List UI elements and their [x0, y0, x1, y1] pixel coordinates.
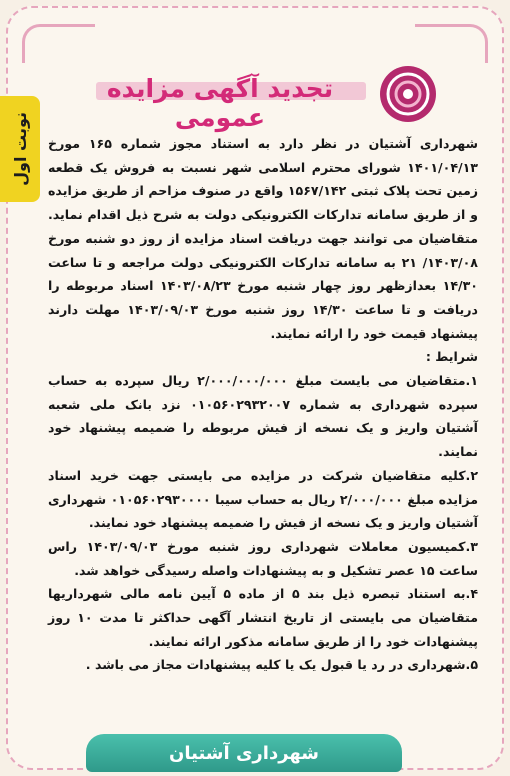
- ad-title: تجدید آگهی مزایده عمومی: [106, 74, 334, 132]
- footer-org-name: شهرداری آشتیان: [168, 742, 319, 764]
- condition-item: ۴.به استناد تبصره ذیل بند ۵ از ماده ۵ آیین نامه مالی شهرداریها متقاضیان می بایستی از تاریخ انتشار آگهی حداکثر تا مدت ۱۰ روز پیشنهادات خود را از طریق سامانه مذکور ارائه نمایند.: [48, 586, 479, 649]
- intro-paragraph: شهرداری آشتیان در نظر دارد به استناد مجوز شماره ۱۶۵ مورخ ۱۴۰۱/۰۴/۱۳ شورای محترم اسلامی شهر نسبت به فروش یک قطعه زمین تحت پلاک ثبتی ۱۵۶۷/۱۴۲ واقع در صنوف مزاحم از طریق مزایده و از طریق سامانه تدارکات الکترونیکی دولت به شرح ذیل اقدام نماید. متقاضیان می توانند جهت دریافت اسناد مزایده از روز دو شنبه مورخ ۱۴۰۳/۰۸/ ۲۱ به سامانه تدارکات الکترونیکی دولت مراجعه و تا ساعت ۱۴/۳۰ بعدازظهر روز چهار شنبه مورخ ۱۴۰۳/۰۸/۲۳ اسناد مربوطه را دریافت و تا ساعت ۱۴/۳۰ روز شنبه مورخ ۱۴۰۳/۰۹/۰۳ مهلت دارند پیشنهاد قیمت خود را ارائه نمایند.: [48, 136, 478, 341]
- municipality-logo-icon: [380, 66, 436, 122]
- condition-item: ۱.متقاضیان می بایست مبلغ ۲/۰۰۰/۰۰۰/۰۰۰ ریال سپرده به حساب سپرده شهرداری به شماره ۰۱۰۵۶۰۲۹۳۲۰۰۷ نزد بانک ملی شعبه آشتیان واریز و یک نسخه از فیش مربوطه را ضمیمه پیشنهاد خود نمایند.: [48, 373, 478, 460]
- footer-banner: [86, 734, 402, 772]
- side-tag-label: نوبت اول: [10, 112, 30, 186]
- ad-body: [48, 132, 478, 677]
- condition-item: ۲.کلیه متقاضیان شرکت در مزایده می بایستی جهت خرید اسناد مزایده مبلغ ۲/۰۰۰/۰۰۰ ریال به حساب سیبا ۰۱۰۵۶۰۲۹۳۰۰۰۰ شهرداری آشتیان واریز و یک نسخه از فیش را ضمیمه پیشنهاد خود نمایند.: [48, 467, 478, 531]
- condition-item: ۵.شهرداری در رد یا قبول یک یا کلیه پیشنهادات مجاز می باشد .: [85, 657, 478, 673]
- frame-corner-decoration-right: [415, 24, 488, 63]
- side-tag: [0, 96, 40, 202]
- condition-item: ۳.کمیسیون معاملات شهرداری روز شنبه مورخ ۱۴۰۳/۰۹/۰۳ راس ساعت ۱۵ عصر تشکیل و به پیشنهادات واصله رسیدگی خواهد شد.: [48, 538, 478, 578]
- frame-corner-decoration-left: [22, 24, 95, 63]
- conditions-heading: شرایط :: [425, 349, 478, 365]
